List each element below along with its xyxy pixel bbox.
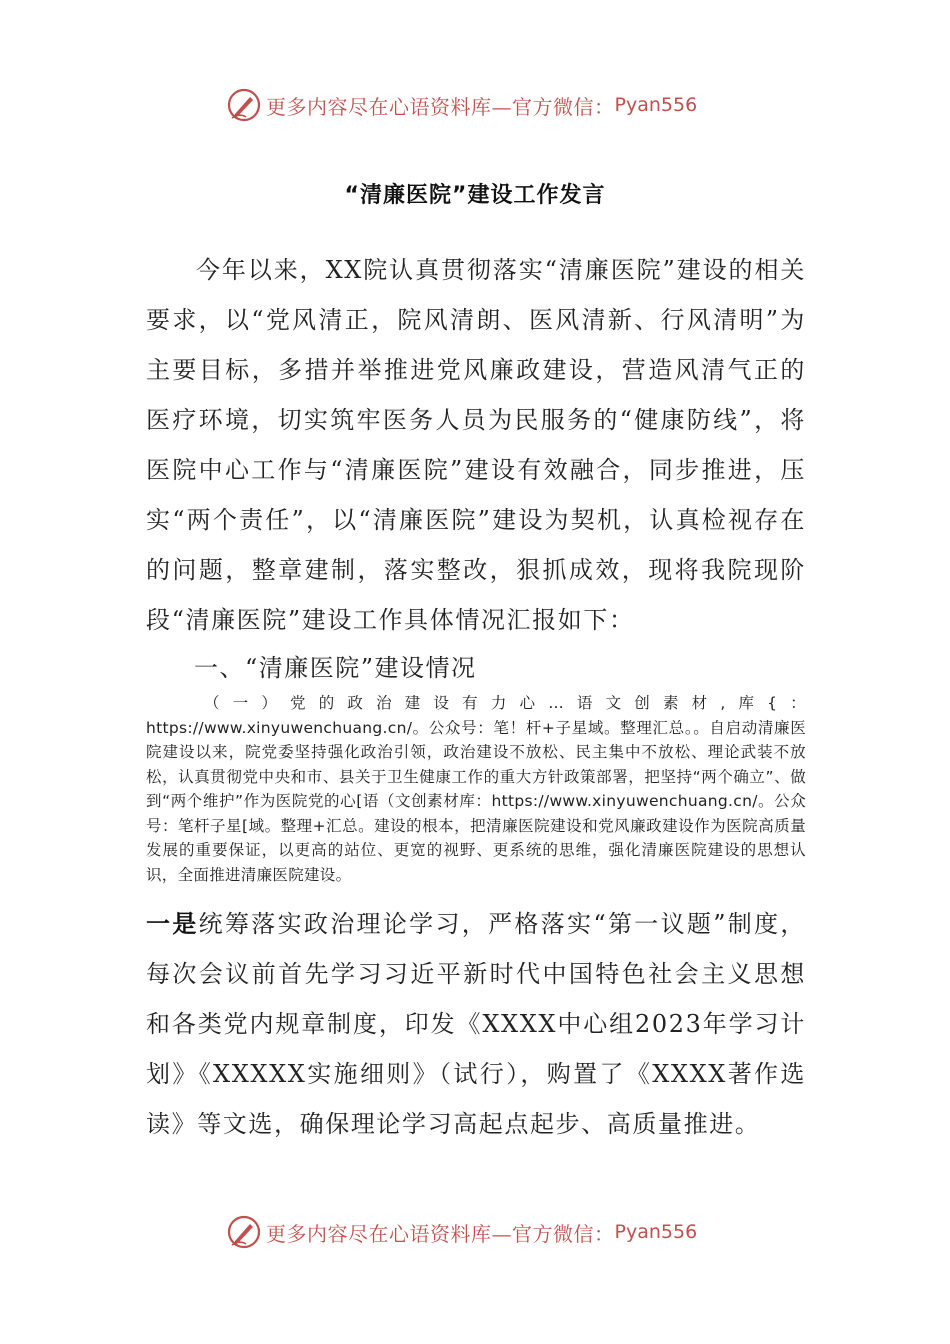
subsection-text: （一）党的政治建设有力心…语文创素材,库{：https://www.xinyuwenchuang.cn/。公众号：笔！杆+子星域。整理汇总。。自启动清廉医院建设以来，院党委坚持强化政治引领，政治建设不放松、民主集中不放松、理论武装不放松，认真贯彻党中央和市、县关于卫生健康工作的重大方针政策部署，把坚持“两个确立”、做到“两个维护”作为医院党的心[语（文创素材库：https://www.xinyuwenchuang.cn/。公众号：笔杆子星[域。整理+汇总。建设的根本，把清廉医院建设和党风廉政建设作为医院高质量发展的重要保证，以更高的站位、更宽的视野、更系统的思维，强化清廉医院建设的思想认识，全面推进清廉医院建设。 (146, 694, 806, 884)
watermark-text: 更多内容尽在心语资料库—官方微信： (266, 94, 615, 119)
pen-logo-icon (226, 87, 262, 123)
point-lead: 一是 (146, 910, 199, 938)
intro-text: 今年以来，XX院认真贯彻落实“清廉医院”建设的相关要求，以“党风清正，院风清朗、医风清新、行风清明”为主要目标，多措并举推进党风廉政建设，营造风清气正的医疗环境，切实筑牢医务人员为民服务的“健康防线”，将医院中心工作与“清廉医院”建设有效融合，同步推进，压实“两个责任”，以“清廉医院”建设为契机，认真检视存在的问题，整章建制，落实整改，狠抓成效，现将我院现阶段“清廉医院”建设工作具体情况汇报如下： (146, 256, 806, 634)
intro-paragraph (146, 245, 806, 645)
point-paragraph (146, 899, 806, 1149)
subsection-paragraph (146, 691, 806, 887)
watermark-account: Pyan556 (614, 1221, 698, 1243)
watermark-footer (226, 1212, 786, 1252)
watermark-account: Pyan556 (614, 94, 698, 116)
document-title: “清廉医院”建设工作发言 (344, 183, 606, 208)
watermark-header (226, 85, 786, 125)
document-body (146, 245, 806, 1149)
section-heading: 一、“清廉医院”建设情况 (194, 654, 477, 682)
point-text: 统筹落实政治理论学习，严格落实“第一议题”制度，每次会议前首先学习习近平新时代中国特色社会主义思想和各类党内规章制度，印发《XXXX中心组2023年学习计划》《XXXXX实施细则》（试行），购置了《XXXX著作选读》等文选，确保理论学习高起点起步、高质量推进。 (146, 910, 807, 1138)
watermark-text: 更多内容尽在心语资料库—官方微信： (266, 1221, 615, 1246)
pen-logo-icon (226, 1214, 262, 1250)
